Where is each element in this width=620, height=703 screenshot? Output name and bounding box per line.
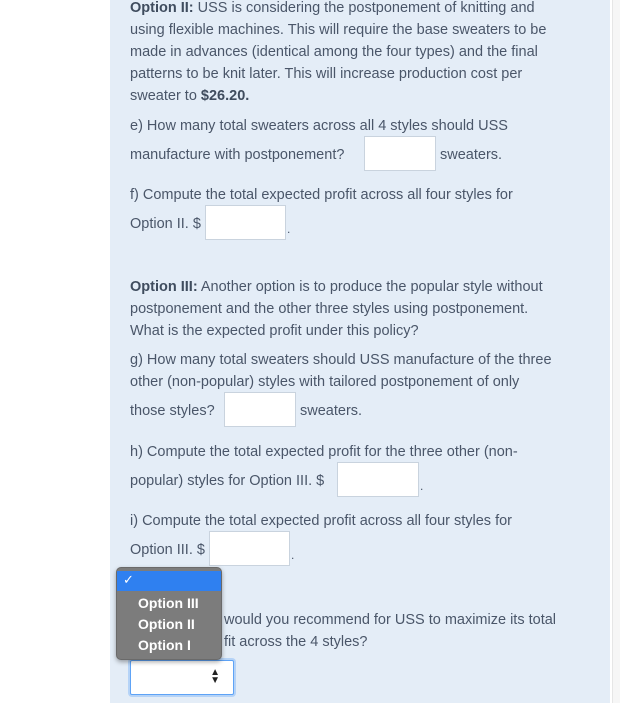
option3-heading: Option III: <box>130 279 198 295</box>
dropdown-option-ii[interactable]: Option II <box>138 616 195 632</box>
question-i-line1: i) Compute the total expected profit across all four styles for <box>130 513 513 529</box>
question-e-line2: manufacture with postponement? <box>130 147 345 163</box>
punctuation: . <box>420 479 424 493</box>
non-popular-profit-input[interactable] <box>337 462 419 497</box>
question-g-line3: those styles? <box>130 403 215 419</box>
question-h-line1: h) Compute the total expected profit for the three other (non- <box>130 444 518 460</box>
question-g-text: g) How many total sweaters should USS manufacture of the three other (non-popular) styles with tailored postponement of only <box>130 352 552 390</box>
option2-profit-input[interactable] <box>205 205 286 240</box>
option3-paragraph: Option III: Another option is to produce the popular style without postponement and the other three styles using postponement. What is the expected profit under this policy? <box>130 279 543 339</box>
punctuation: . <box>291 548 295 562</box>
option-dropdown-menu[interactable] <box>116 567 222 660</box>
checkmark-icon: ✓ <box>123 573 134 588</box>
question-e-unit: sweaters. <box>440 147 503 163</box>
option2-heading: Option II: <box>130 0 194 16</box>
question-f-line1: f) Compute the total expected profit across all four styles for <box>130 187 513 203</box>
question-e-line1: e) How many total sweaters across all 4 styles should USS <box>130 118 508 134</box>
question-h-line2: popular) styles for Option III. $ <box>130 473 325 489</box>
dropdown-option-iii[interactable]: Option III <box>138 595 199 611</box>
question-g-unit: sweaters. <box>300 403 363 419</box>
scrollbar-track[interactable] <box>612 0 620 703</box>
question-f-line2: Option II. $ <box>130 216 201 232</box>
option3-profit-input[interactable] <box>209 531 290 566</box>
dropdown-blank-option[interactable] <box>117 571 221 591</box>
dropdown-option-i[interactable]: Option I <box>138 637 191 653</box>
question-i-line2: Option III. $ <box>130 542 205 558</box>
punctuation: . <box>287 222 291 236</box>
select-arrows-icon: ▲ ▼ <box>210 667 220 686</box>
recommend-question-line2: fit across the 4 styles? <box>224 634 368 650</box>
recommend-option-select[interactable] <box>130 660 234 695</box>
cost-value: $26.20. <box>200 88 250 104</box>
option2-paragraph: Option II: USS is considering the postponement of knitting and using flexible machines. This will require the base sweaters to be made in advances (identical among the four types) and the final patterns to be knit later. This will increase production cost per sweater to $26.20. <box>130 0 547 104</box>
recommend-question-line1: would you recommend for USS to maximize its total <box>224 612 557 628</box>
non-popular-sweaters-input[interactable] <box>224 392 296 427</box>
sweaters-postponement-input[interactable] <box>364 136 436 171</box>
